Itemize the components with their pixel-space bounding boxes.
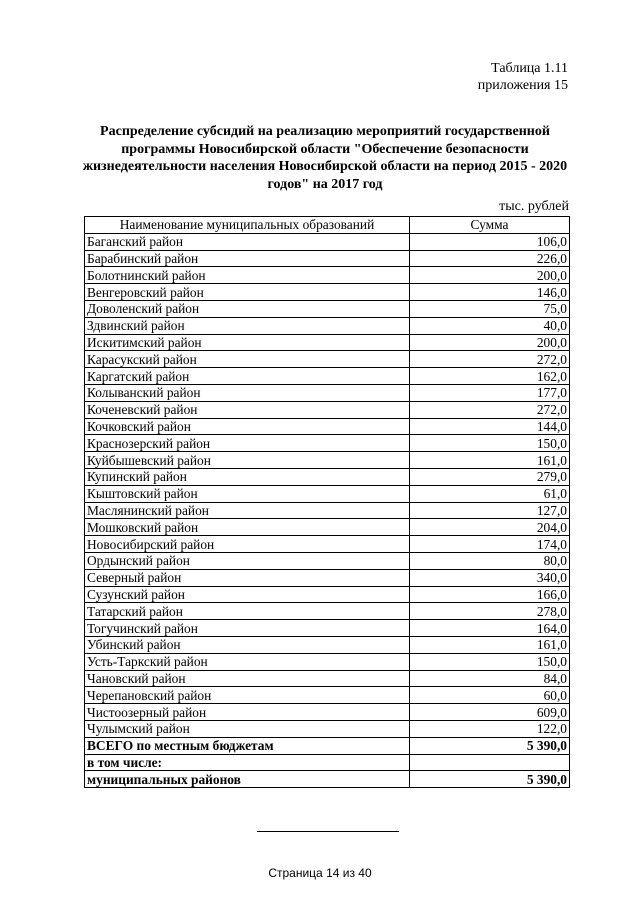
district-name: Маслянинский район [85, 502, 410, 519]
table-row [85, 519, 570, 536]
table-row [85, 435, 570, 452]
district-name: Мошковский район [85, 519, 410, 536]
district-name: Тогучинский район [85, 620, 410, 637]
table-row [85, 603, 570, 620]
district-name: Убинский район [85, 636, 410, 653]
district-name: Чановский район [85, 670, 410, 687]
district-sum: 75,0 [410, 300, 570, 317]
district-name: Сузунский район [85, 586, 410, 603]
table-row [85, 452, 570, 469]
page-number: Страница 14 из 40 [268, 866, 372, 880]
table-row [85, 284, 570, 301]
district-name: Северный район [85, 569, 410, 586]
district-name: Кочковский район [85, 418, 410, 435]
district-name: Ордынский район [85, 552, 410, 569]
total-row [85, 737, 570, 754]
including-value [410, 754, 570, 771]
district-sum: 609,0 [410, 704, 570, 721]
table-row [85, 384, 570, 401]
district-sum: 272,0 [410, 351, 570, 368]
table-row [85, 485, 570, 502]
table-row [85, 704, 570, 721]
district-sum: 122,0 [410, 720, 570, 737]
district-sum: 164,0 [410, 620, 570, 637]
district-name: Татарский район [85, 603, 410, 620]
total-label: ВСЕГО по местным бюджетам [85, 737, 410, 754]
municipal-row [85, 771, 570, 788]
district-sum: 161,0 [410, 452, 570, 469]
district-name: Коченевский район [85, 401, 410, 418]
caption-line-appendix: приложения 15 [477, 78, 568, 93]
district-name: Болотнинский район [85, 267, 410, 284]
table-row [85, 502, 570, 519]
table-row [85, 636, 570, 653]
column-header-sum: Сумма [410, 217, 570, 234]
table-row [85, 670, 570, 687]
table-row [85, 334, 570, 351]
table-row [85, 351, 570, 368]
district-sum: 174,0 [410, 536, 570, 553]
table-row [85, 267, 570, 284]
district-sum: 200,0 [410, 267, 570, 284]
district-sum: 127,0 [410, 502, 570, 519]
table-header-row [85, 217, 570, 234]
district-name: Баганский район [85, 233, 410, 250]
district-sum: 177,0 [410, 384, 570, 401]
table-row [85, 250, 570, 267]
district-name: Черепановский район [85, 687, 410, 704]
total-value: 5 390,0 [410, 737, 570, 754]
subsidy-table [84, 216, 570, 788]
district-sum: 106,0 [410, 233, 570, 250]
table-row [85, 720, 570, 737]
table-row [85, 536, 570, 553]
table-row [85, 233, 570, 250]
table-body [85, 233, 570, 737]
caption-line-table-number: Таблица 1.11 [491, 61, 568, 76]
district-sum: 61,0 [410, 485, 570, 502]
district-sum: 80,0 [410, 552, 570, 569]
column-header-name: Наименование муниципальных образований [85, 217, 410, 234]
including-label: в том числе: [85, 754, 410, 771]
footnote-divider [257, 831, 399, 832]
district-name: Каргатский район [85, 368, 410, 385]
district-name: Искитимский район [85, 334, 410, 351]
municipal-label: муниципальных районов [85, 771, 410, 788]
table-row [85, 569, 570, 586]
district-name: Карасукский район [85, 351, 410, 368]
district-sum: 162,0 [410, 368, 570, 385]
district-name: Краснозерский район [85, 435, 410, 452]
district-sum: 161,0 [410, 636, 570, 653]
district-sum: 146,0 [410, 284, 570, 301]
district-sum: 40,0 [410, 317, 570, 334]
district-name: Доволенский район [85, 300, 410, 317]
district-name: Новосибирский район [85, 536, 410, 553]
table-row [85, 620, 570, 637]
district-sum: 144,0 [410, 418, 570, 435]
district-name: Венгеровский район [85, 284, 410, 301]
municipal-value: 5 390,0 [410, 771, 570, 788]
title-line: Распределение субсидий на реализацию мероприятий государственной [100, 124, 550, 139]
table-row [85, 300, 570, 317]
table-row [85, 586, 570, 603]
district-sum: 150,0 [410, 435, 570, 452]
district-name: Чистоозерный район [85, 704, 410, 721]
table-row [85, 468, 570, 485]
district-name: Барабинский район [85, 250, 410, 267]
district-sum: 340,0 [410, 569, 570, 586]
district-sum: 200,0 [410, 334, 570, 351]
title-line: программы Новосибирской области "Обеспечение безопасности [121, 141, 529, 157]
district-name: Усть-Таркский район [85, 653, 410, 670]
district-sum: 60,0 [410, 687, 570, 704]
district-sum: 150,0 [410, 653, 570, 670]
district-sum: 278,0 [410, 603, 570, 620]
district-name: Колыванский район [85, 384, 410, 401]
table-row [85, 418, 570, 435]
district-name: Чулымский район [85, 720, 410, 737]
table-row [85, 368, 570, 385]
table-row [85, 317, 570, 334]
including-row [85, 754, 570, 771]
district-name: Кыштовский район [85, 485, 410, 502]
district-sum: 204,0 [410, 519, 570, 536]
district-sum: 84,0 [410, 670, 570, 687]
unit-label: тыс. рублей [499, 199, 569, 214]
table-row [85, 401, 570, 418]
district-sum: 272,0 [410, 401, 570, 418]
table-row [85, 653, 570, 670]
title-line: жизнедеятельности населения Новосибирской области на период 2015 - 2020 [82, 159, 568, 174]
district-name: Здвинский район [85, 317, 410, 334]
district-name: Куйбышевский район [85, 452, 410, 469]
table-row [85, 687, 570, 704]
district-sum: 279,0 [410, 468, 570, 485]
document-title [80, 123, 570, 193]
title-line: годов" на 2017 год [267, 176, 383, 192]
district-sum: 166,0 [410, 586, 570, 603]
table-row [85, 552, 570, 569]
district-sum: 226,0 [410, 250, 570, 267]
table-caption [478, 60, 568, 94]
district-name: Купинский район [85, 468, 410, 485]
